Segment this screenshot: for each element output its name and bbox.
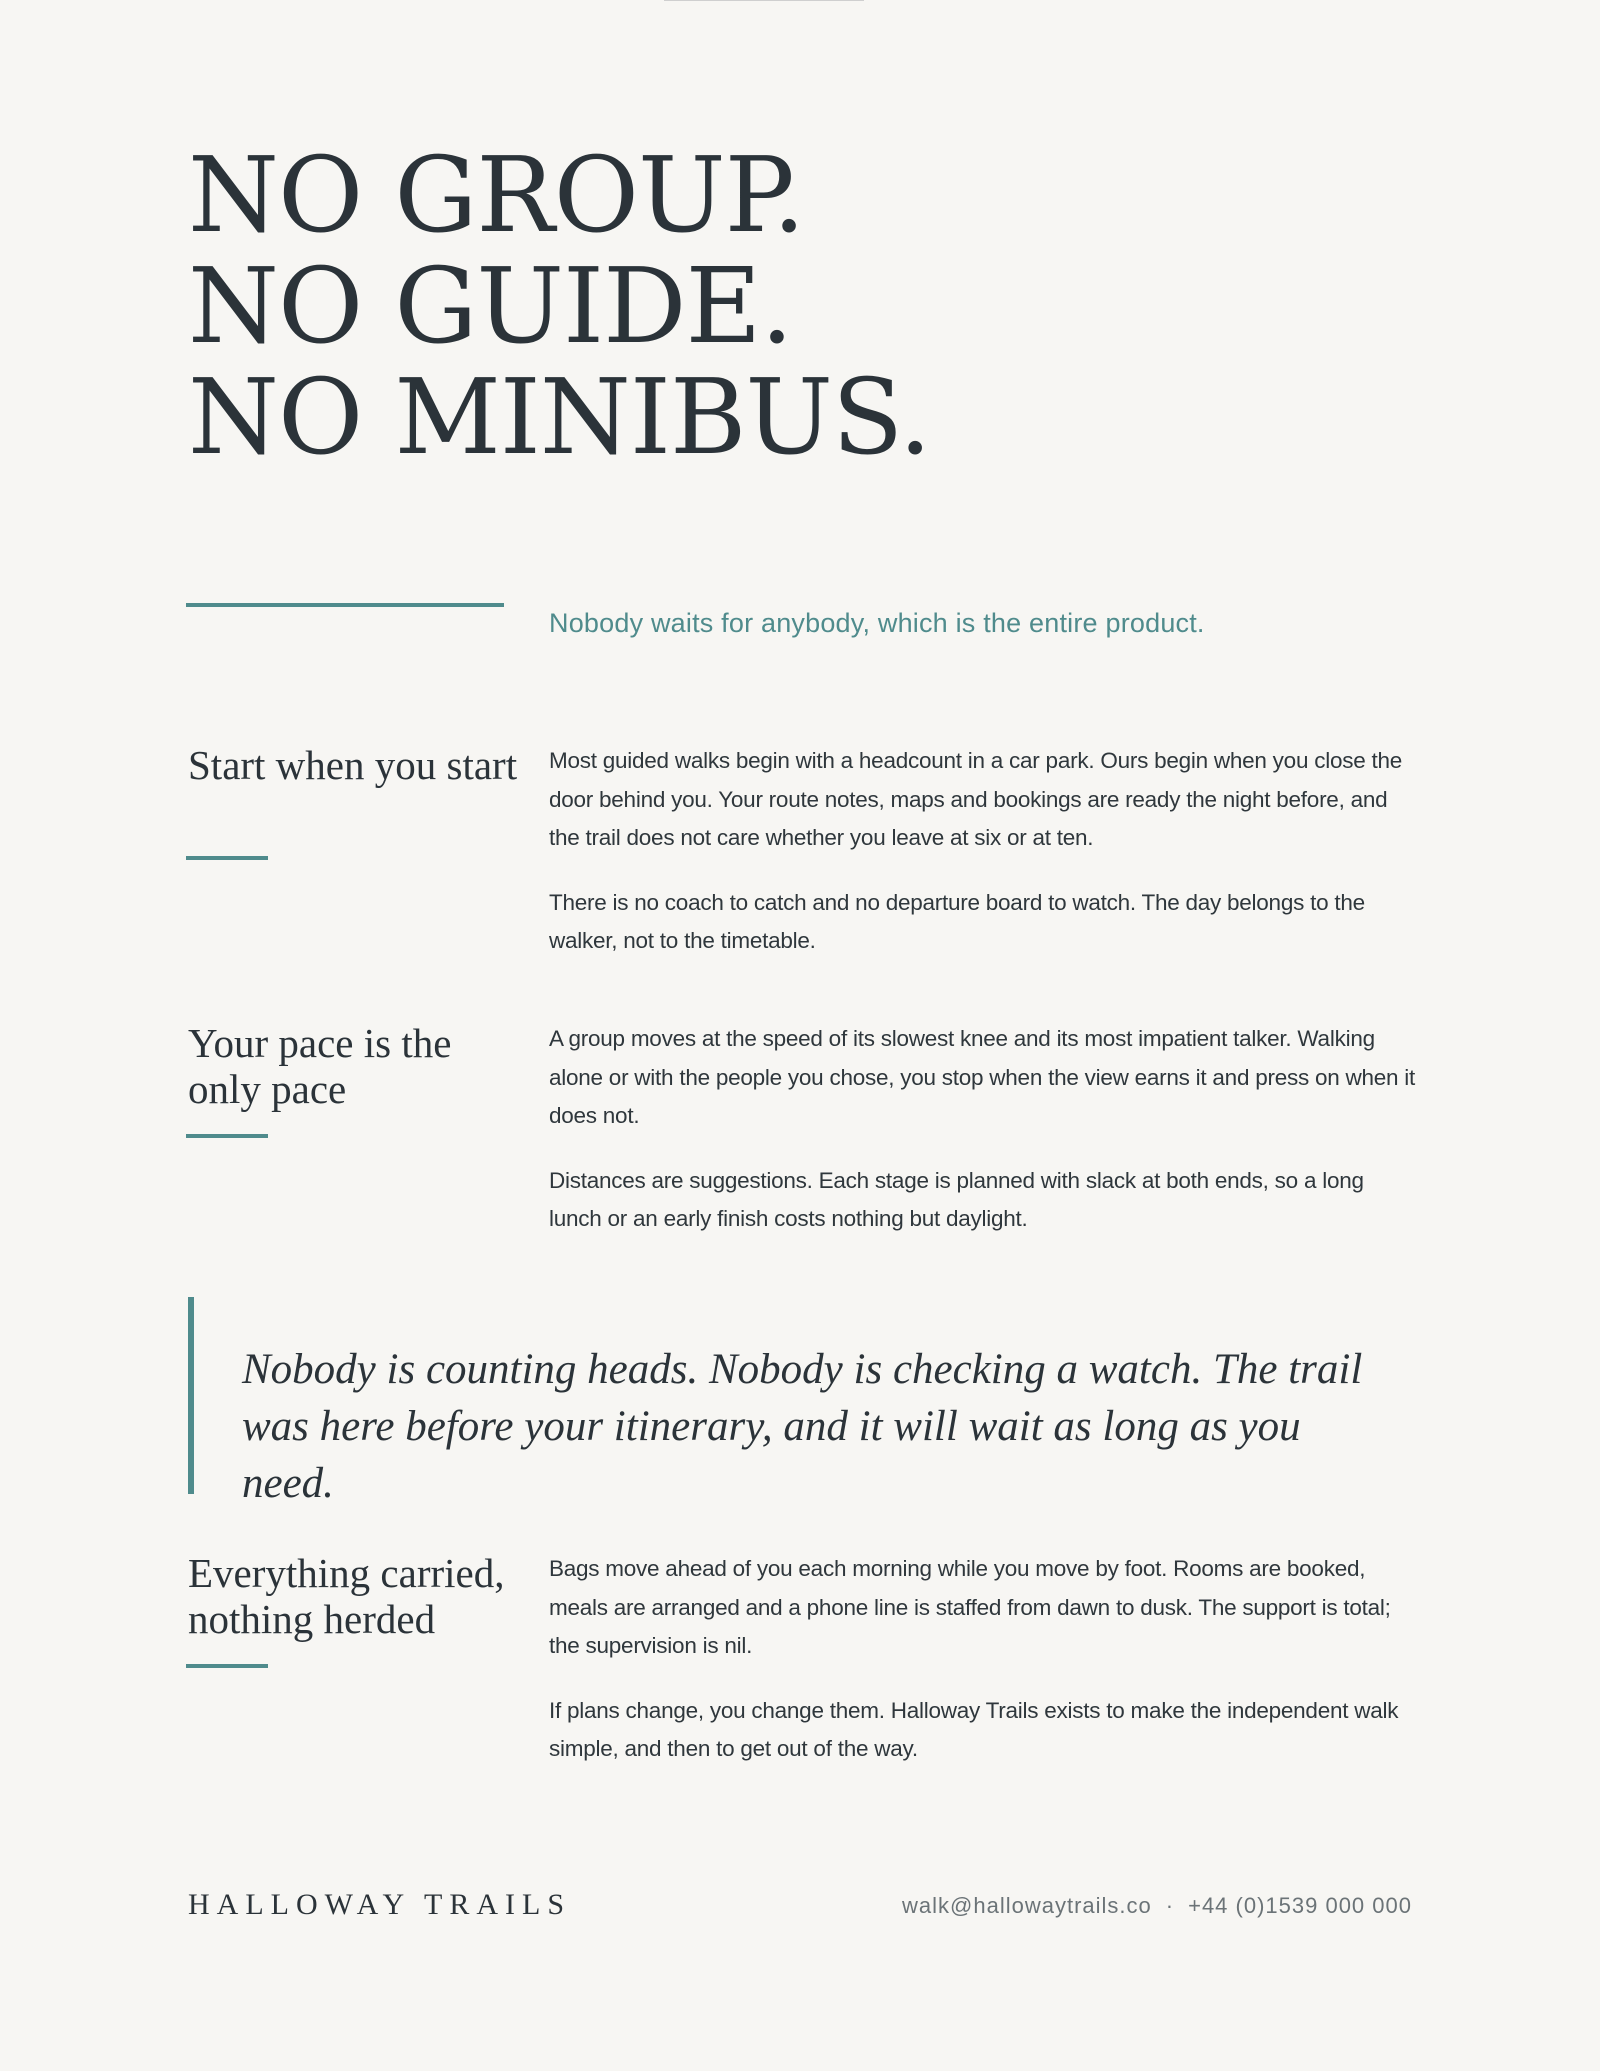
section-paragraph: Bags move ahead of you each morning while you move by foot. Rooms are booked, meals are arranged and a phone line is staffed from dawn to dusk. The support is total; the supervision is nil.: [549, 1556, 1391, 1658]
section-divider: [186, 856, 268, 860]
section-title: Everything carried, nothing herded: [188, 1550, 505, 1642]
section-body: [549, 1550, 1419, 1795]
section-paragraph: There is no coach to catch and no departure board to watch. The day belongs to the walker, not to the timetable.: [549, 889, 1365, 953]
page-headline: [188, 134, 931, 478]
section-divider: [186, 1664, 268, 1668]
section-paragraph: A group moves at the speed of its slowest knee and its most impatient talker. Walking alone or with the people you chose, you stop when the view earns it and press on when it does not.: [549, 1026, 1416, 1128]
contact-separator: ·: [1165, 1893, 1175, 1918]
lead-tagline: Nobody waits for anybody, which is the entire product.: [549, 608, 1205, 638]
headline-line: NO GROUP.: [188, 134, 805, 256]
headline-line: NO MINIBUS.: [188, 356, 931, 478]
section-title: Your pace is the only pace: [188, 1020, 452, 1112]
contact-email[interactable]: walk@hallowaytrails.co: [902, 1893, 1152, 1918]
footer-contact: [902, 1893, 1412, 1919]
footer-brand: HALLOWAY TRAILS: [188, 1888, 572, 1921]
section-title: Start when you start: [188, 742, 518, 788]
top-divider: [664, 0, 864, 1]
section-body: [549, 742, 1419, 987]
section-divider: [186, 1134, 268, 1138]
pull-quote: [188, 1297, 1412, 1507]
pull-quote-text: Nobody is counting heads. Nobody is checking a watch. The trail was here before your itinerary, and it will wait as long as you need.: [242, 1346, 1363, 1507]
section-paragraph: Most guided walks begin with a headcount in a car park. Ours begin when you close the door behind you. Your route notes, maps and bookings are ready the night before, and the trail does not care whether you leave at six or at ten.: [549, 748, 1403, 850]
contact-phone[interactable]: +44 (0)1539 000 000: [1188, 1893, 1412, 1918]
lead-divider: [186, 603, 504, 607]
section-body: [549, 1020, 1419, 1265]
section-paragraph: Distances are suggestions. Each stage is planned with slack at both ends, so a long lunch or an early finish costs nothing but daylight.: [549, 1167, 1364, 1231]
section-paragraph: If plans change, you change them. Halloway Trails exists to make the independent walk simple, and then to get out of the way.: [549, 1697, 1399, 1761]
headline-line: NO GUIDE.: [188, 245, 793, 367]
